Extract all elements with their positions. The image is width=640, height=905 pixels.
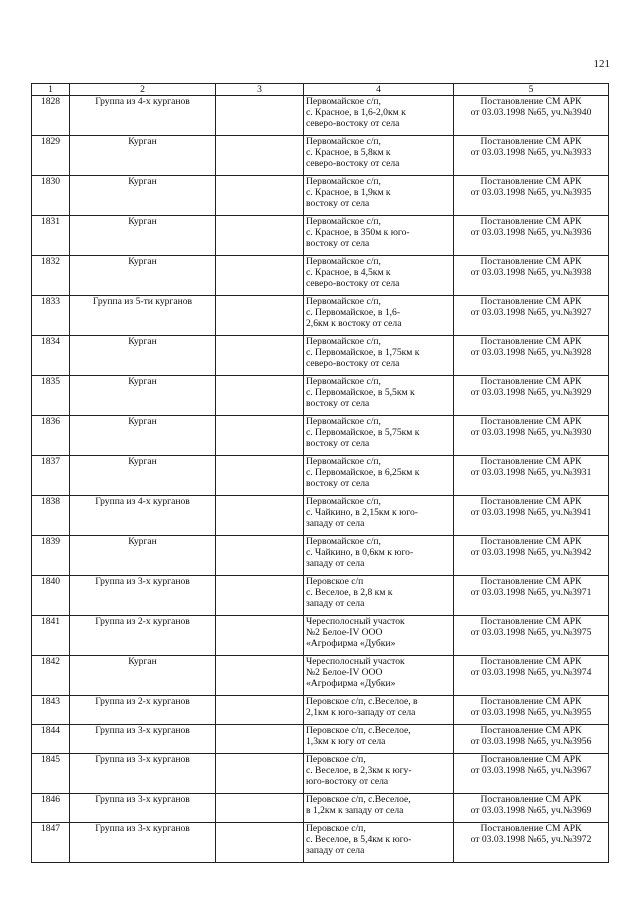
decree-line: Постановление СМ АРК [480, 256, 582, 267]
monument-name: Группа из 2-х курганов [70, 616, 216, 656]
decree-line: Постановление СМ АРК [480, 536, 582, 547]
monument-name: Группа из 3-х курганов [70, 823, 216, 863]
row-number: 1843 [32, 696, 70, 725]
column-3-cell [216, 456, 304, 496]
decree-cell [454, 256, 609, 296]
location-line: Первомайское с/п, [306, 336, 381, 347]
decree-line: от 03.03.1998 №65, уч.№3972 [470, 834, 592, 846]
monument-name: Группа из 4-х курганов [70, 96, 216, 136]
decree-line: Постановление СМ АРК [480, 794, 582, 805]
location-line: с. Первомайское, в 1,6- [306, 307, 401, 319]
table-row [32, 725, 609, 754]
row-number: 1831 [32, 216, 70, 256]
location-line: Перовское с/п, с.Веселое, [306, 725, 411, 736]
column-3-cell [216, 696, 304, 725]
location-cell [304, 794, 454, 823]
location-line: «Агрофирма «Дубки» [306, 638, 396, 650]
decree-line: Постановление СМ АРК [480, 96, 582, 107]
location-line: Первомайское с/п, [306, 296, 381, 307]
table-row [32, 576, 609, 616]
column-3-cell [216, 496, 304, 536]
table-row [32, 456, 609, 496]
column-3-cell [216, 754, 304, 794]
monument-name: Курган [70, 376, 216, 416]
row-number: 1829 [32, 136, 70, 176]
table-row [32, 296, 609, 336]
location-line: Первомайское с/п, [306, 256, 381, 267]
row-number: 1833 [32, 296, 70, 336]
decree-line: Постановление СМ АРК [480, 416, 582, 427]
decree-line: Постановление СМ АРК [480, 376, 582, 387]
decree-cell [454, 536, 609, 576]
decree-line: Постановление СМ АРК [480, 823, 582, 834]
decree-line: от 03.03.1998 №65, уч.№3927 [470, 307, 592, 319]
monument-registry-table [31, 83, 609, 863]
decree-line: от 03.03.1998 №65, уч.№3941 [470, 507, 592, 519]
location-line: №2 Белое-IV ООО [306, 667, 383, 679]
table-row [32, 536, 609, 576]
decree-cell [454, 96, 609, 136]
monument-name: Группа из 3-х курганов [70, 576, 216, 616]
monument-name: Группа из 3-х курганов [70, 754, 216, 794]
column-3-cell [216, 416, 304, 456]
location-cell [304, 496, 454, 536]
row-number: 1840 [32, 576, 70, 616]
table-row [32, 136, 609, 176]
location-line: северо-востоку от села [306, 278, 400, 290]
decree-cell [454, 576, 609, 616]
row-number: 1828 [32, 96, 70, 136]
location-line: востоку от села [306, 238, 370, 250]
location-line: северо-востоку от села [306, 358, 400, 370]
decree-line: от 03.03.1998 №65, уч.№3956 [470, 736, 592, 748]
location-line: Первомайское с/п, [306, 136, 381, 147]
decree-line: от 03.03.1998 №65, уч.№3931 [470, 467, 592, 479]
monument-name: Группа из 2-х курганов [70, 696, 216, 725]
location-line: северо-востоку от села [306, 118, 400, 130]
location-line: западу от села [306, 598, 365, 610]
decree-line: Постановление СМ АРК [480, 216, 582, 227]
location-line: в 1,2км к западу от села [306, 805, 404, 817]
decree-line: Постановление СМ АРК [480, 136, 582, 147]
location-cell [304, 296, 454, 336]
column-header: 1 [32, 84, 70, 96]
location-cell [304, 336, 454, 376]
monument-name: Курган [70, 536, 216, 576]
row-number: 1834 [32, 336, 70, 376]
decree-line: от 03.03.1998 №65, уч.№3969 [470, 805, 592, 817]
page-number: 121 [593, 58, 610, 70]
location-line: Перовское с/п, [306, 754, 366, 765]
column-header: 2 [70, 84, 216, 96]
table-row [32, 176, 609, 216]
monument-name: Группа из 3-х курганов [70, 725, 216, 754]
location-cell [304, 696, 454, 725]
location-line: западу от села [306, 558, 365, 570]
location-line: 2,1км к юго-западу от села [306, 707, 416, 719]
decree-line: Постановление СМ АРК [480, 656, 582, 667]
decree-cell [454, 823, 609, 863]
decree-cell [454, 136, 609, 176]
location-line: Первомайское с/п, [306, 216, 381, 227]
location-line: Первомайское с/п, [306, 176, 381, 187]
decree-cell [454, 416, 609, 456]
decree-cell [454, 616, 609, 656]
monument-name: Курган [70, 256, 216, 296]
table-row [32, 256, 609, 296]
location-line: Первомайское с/п, [306, 376, 381, 387]
monument-name: Курган [70, 216, 216, 256]
location-line: 1,3км к югу от села [306, 736, 386, 748]
decree-cell [454, 216, 609, 256]
location-line: Первомайское с/п, [306, 456, 381, 467]
table-row [32, 376, 609, 416]
table-row [32, 336, 609, 376]
table-row [32, 794, 609, 823]
location-cell [304, 136, 454, 176]
column-header: 4 [304, 84, 454, 96]
monument-name: Курган [70, 416, 216, 456]
decree-line: от 03.03.1998 №65, уч.№3930 [470, 427, 592, 439]
row-number: 1846 [32, 794, 70, 823]
decree-line: Постановление СМ АРК [480, 725, 582, 736]
location-cell [304, 96, 454, 136]
column-3-cell [216, 216, 304, 256]
table-row [32, 823, 609, 863]
location-cell [304, 256, 454, 296]
decree-line: от 03.03.1998 №65, уч.№3967 [470, 765, 592, 777]
monument-name: Курган [70, 656, 216, 696]
decree-cell [454, 725, 609, 754]
decree-line: от 03.03.1998 №65, уч.№3975 [470, 627, 592, 639]
decree-line: от 03.03.1998 №65, уч.№3928 [470, 347, 592, 359]
table-header-row [32, 84, 609, 96]
decree-cell [454, 336, 609, 376]
column-3-cell [216, 136, 304, 176]
location-line: с. Красное, в 4,5км к [306, 267, 391, 279]
decree-line: от 03.03.1998 №65, уч.№3971 [470, 587, 592, 599]
column-3-cell [216, 616, 304, 656]
location-line: с. Красное, в 1,6-2,0км к [306, 107, 406, 119]
decree-cell [454, 754, 609, 794]
column-3-cell [216, 794, 304, 823]
monument-name: Курган [70, 176, 216, 216]
location-line: Перовское с/п, с.Веселое, [306, 794, 411, 805]
decree-line: от 03.03.1998 №65, уч.№3940 [470, 107, 592, 119]
decree-cell [454, 376, 609, 416]
column-3-cell [216, 256, 304, 296]
column-3-cell [216, 336, 304, 376]
location-cell [304, 616, 454, 656]
column-3-cell [216, 96, 304, 136]
decree-line: Постановление СМ АРК [480, 576, 582, 587]
location-cell [304, 376, 454, 416]
location-line: с. Веселое, в 2,3км к югу- [306, 765, 412, 777]
row-number: 1847 [32, 823, 70, 863]
table-row [32, 696, 609, 725]
location-line: востоку от села [306, 438, 370, 450]
column-3-cell [216, 576, 304, 616]
monument-name: Группа из 3-х курганов [70, 794, 216, 823]
location-line: востоку от села [306, 398, 370, 410]
row-number: 1837 [32, 456, 70, 496]
location-cell [304, 536, 454, 576]
monument-name: Курган [70, 136, 216, 176]
location-line: с. Красное, в 350м к юго- [306, 227, 410, 239]
location-line: с. Веселое, в 5,4км к юго- [306, 834, 412, 846]
row-number: 1844 [32, 725, 70, 754]
decree-line: от 03.03.1998 №65, уч.№3933 [470, 147, 592, 159]
location-cell [304, 576, 454, 616]
location-line: Первомайское с/п, [306, 496, 381, 507]
decree-line: Постановление СМ АРК [480, 336, 582, 347]
location-line: с. Первомайское, в 5,5км к [306, 387, 415, 399]
location-line: востоку от села [306, 198, 370, 210]
decree-line: Постановление СМ АРК [480, 456, 582, 467]
location-line: востоку от села [306, 478, 370, 490]
decree-cell [454, 794, 609, 823]
row-number: 1839 [32, 536, 70, 576]
decree-cell [454, 656, 609, 696]
location-line: Перовское с/п, [306, 823, 366, 834]
row-number: 1842 [32, 656, 70, 696]
location-line: Первомайское с/п, [306, 96, 381, 107]
location-line: западу от села [306, 845, 365, 857]
location-cell [304, 754, 454, 794]
column-3-cell [216, 656, 304, 696]
table-row [32, 96, 609, 136]
row-number: 1832 [32, 256, 70, 296]
location-line: с. Чайкино, в 0,6км к юго- [306, 547, 414, 559]
column-3-cell [216, 296, 304, 336]
decree-line: от 03.03.1998 №65, уч.№3929 [470, 387, 592, 399]
column-header: 5 [454, 84, 609, 96]
decree-line: от 03.03.1998 №65, уч.№3974 [470, 667, 592, 679]
location-line: западу от села [306, 518, 365, 530]
decree-line: от 03.03.1998 №65, уч.№3936 [470, 227, 592, 239]
column-3-cell [216, 536, 304, 576]
location-cell [304, 656, 454, 696]
location-line: с. Первомайское, в 5,75км к [306, 427, 420, 439]
decree-cell [454, 456, 609, 496]
decree-line: Постановление СМ АРК [480, 176, 582, 187]
decree-line: от 03.03.1998 №65, уч.№3935 [470, 187, 592, 199]
decree-line: Постановление СМ АРК [480, 496, 582, 507]
table-row [32, 496, 609, 536]
location-line: с. Красное, в 1,9км к [306, 187, 391, 199]
monument-name: Группа из 4-х курганов [70, 496, 216, 536]
row-number: 1838 [32, 496, 70, 536]
location-line: Первомайское с/п, [306, 536, 381, 547]
decree-line: Постановление СМ АРК [480, 616, 582, 627]
location-line: №2 Белое-IV ООО [306, 627, 383, 639]
location-line: юго-востоку от села [306, 776, 389, 788]
location-line: северо-востоку от села [306, 158, 400, 170]
table-row [32, 616, 609, 656]
table-row [32, 656, 609, 696]
decree-line: Постановление СМ АРК [480, 696, 582, 707]
location-cell [304, 456, 454, 496]
monument-name: Курган [70, 336, 216, 376]
decree-cell [454, 176, 609, 216]
table-row [32, 416, 609, 456]
decree-cell [454, 296, 609, 336]
decree-cell [454, 696, 609, 725]
location-line: 2,6км к востоку от села [306, 318, 402, 330]
location-line: Первомайское с/п, [306, 416, 381, 427]
column-3-cell [216, 823, 304, 863]
location-cell [304, 216, 454, 256]
decree-cell [454, 496, 609, 536]
monument-name: Группа из 5-ти курганов [70, 296, 216, 336]
column-3-cell [216, 725, 304, 754]
column-3-cell [216, 376, 304, 416]
row-number: 1835 [32, 376, 70, 416]
location-line: Перовское с/п [306, 576, 364, 587]
row-number: 1845 [32, 754, 70, 794]
row-number: 1836 [32, 416, 70, 456]
location-line: с. Веселое, в 2,8 км к [306, 587, 393, 599]
location-line: Чересполосный участок [306, 616, 405, 627]
location-cell [304, 823, 454, 863]
location-line: «Агрофирма «Дубки» [306, 678, 396, 690]
decree-line: от 03.03.1998 №65, уч.№3942 [470, 547, 592, 559]
decree-line: от 03.03.1998 №65, уч.№3938 [470, 267, 592, 279]
location-line: с. Первомайское, в 6,25км к [306, 467, 420, 479]
table-row [32, 754, 609, 794]
decree-line: от 03.03.1998 №65, уч.№3955 [470, 707, 592, 719]
monument-name: Курган [70, 456, 216, 496]
location-cell [304, 725, 454, 754]
location-line: с. Чайкино, в 2,15км к юго- [306, 507, 418, 519]
decree-line: Постановление СМ АРК [480, 296, 582, 307]
location-line: с. Первомайское, в 1,75км к [306, 347, 420, 359]
location-cell [304, 416, 454, 456]
column-3-cell [216, 176, 304, 216]
decree-line: Постановление СМ АРК [480, 754, 582, 765]
table-row [32, 216, 609, 256]
location-line: Чересполосный участок [306, 656, 405, 667]
location-line: с. Красное, в 5,8км к [306, 147, 391, 159]
row-number: 1830 [32, 176, 70, 216]
location-cell [304, 176, 454, 216]
row-number: 1841 [32, 616, 70, 656]
location-line: Перовское с/п, с.Веселое, в [306, 696, 418, 707]
column-header: 3 [216, 84, 304, 96]
